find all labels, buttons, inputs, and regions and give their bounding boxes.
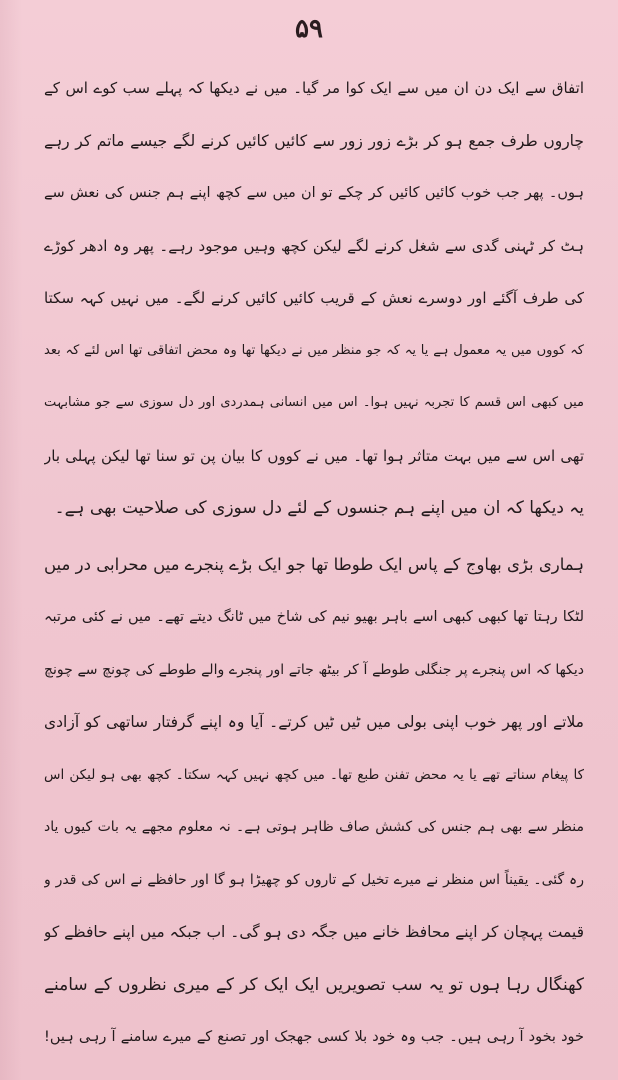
text-line: ہماری بڑی بھاوج کے پاس ایک طوطا تھا جو ایک بڑے پنجرے میں محرابی در میں [44,554,584,574]
paragraph-parrot [44,539,584,1064]
text-line: تھی اس سے میں بہت متاثر ہوا تھا۔ میں نے کووں کا بیان پن تو سنا تھا لیکن پہلی بار [44,446,584,465]
text-line: کا پیغام سناتے تھے یا یہ محض تفنن طبع تھا۔ میں کچھ نہیں کہہ سکتا۔ کچھ بھی ہو لیکن اس [44,766,584,783]
text-line: ہوں۔ پھر جب خوب کائیں کائیں کر چکے تو ان میں سے کچھ اپنے ہم جنس کی نعش سے [44,185,584,201]
text-line: اتفاق سے ایک دن ان میں سے ایک کوا مر گیا۔ میں نے دیکھا کہ پہلے سب کوے اس کے [44,79,584,97]
text-line: ملاتے اور پھر خوب اپنی بولی میں ٹیں ٹیں کرتے۔ آیا وہ اپنے گرفتار ساتھی کو آزادی [44,713,584,731]
text-line: چاروں طرف جمع ہو کر بڑے زور زور سے کائیں کائیں کرنے لگے جیسے ماتم کر رہے [44,131,584,150]
text-line: کھنگال رہا ہوں تو یہ سب تصویریں ایک ایک کر کے میری نظروں کے سامنے [44,974,584,995]
text-line: کی طرف آگئے اور دوسرے نعش کے قریب کائیں کائیں کرنے لگے۔ میں نہیں کہہ سکتا [44,289,584,307]
text-line: منظر سے بھی ہم جنس کی کشش صاف ظاہر ہوتی ہے۔ نہ معلوم مجھے یہ بات کیوں یاد [44,819,584,835]
paragraph-crows [44,62,584,535]
text-line: قیمت پہچان کر اپنے محافظ خانے میں جگہ دی ہو گی۔ اب جبکہ میں اپنے حافظے کو [44,923,584,941]
page-body-text [44,62,584,1064]
text-line: کہ کووں میں یہ معمول ہے یا یہ کہ جو منظر میں نے دیکھا تھا وہ محض اتفاقی تھا اس لئے کہ بعد [44,342,584,358]
text-line: میں کبھی اس قسم کا تجربہ نہیں ہوا۔ اس میں انسانی ہمدردی اور دل سوزی سے جو مشابہت [44,395,584,410]
text-line: دیکھا کہ اس پنجرے پر جنگلی طوطے آ کر بیٹھ جاتے اور پنجرے والے طوطے کی چونچ سے چونچ [44,661,584,678]
page-number: ۵۹ [295,14,323,44]
text-line: یہ دیکھا کہ ان میں اپنے ہم جنسوں کے لئے دل سوزی کی صلاحیت بھی ہے۔ [54,498,584,518]
text-line: ہٹ کر ٹہنی گدی سے شغل کرنے لگے لیکن کچھ وہیں موجود رہے۔ پھر وہ ادھر کوڑے [44,236,584,255]
text-line: رہ گئی۔ یقیناً اس منظر نے میرے تخیل کے تاروں کو چھیڑا ہو گا اور حافظے نے اس کی قدر و [44,871,584,888]
text-line: لٹکا رہتا تھا کبھی کبھی اسے باہر بھیو نیم کی شاخ میں ٹانگ دیتے تھے۔ میں نے کئی مرتبہ [44,609,584,625]
text-line: خود بخود آ رہی ہیں۔ جب وہ خود بلا کسی جھجک اور تصنع کے میرے سامنے آ رہی ہیں! [44,1029,584,1045]
